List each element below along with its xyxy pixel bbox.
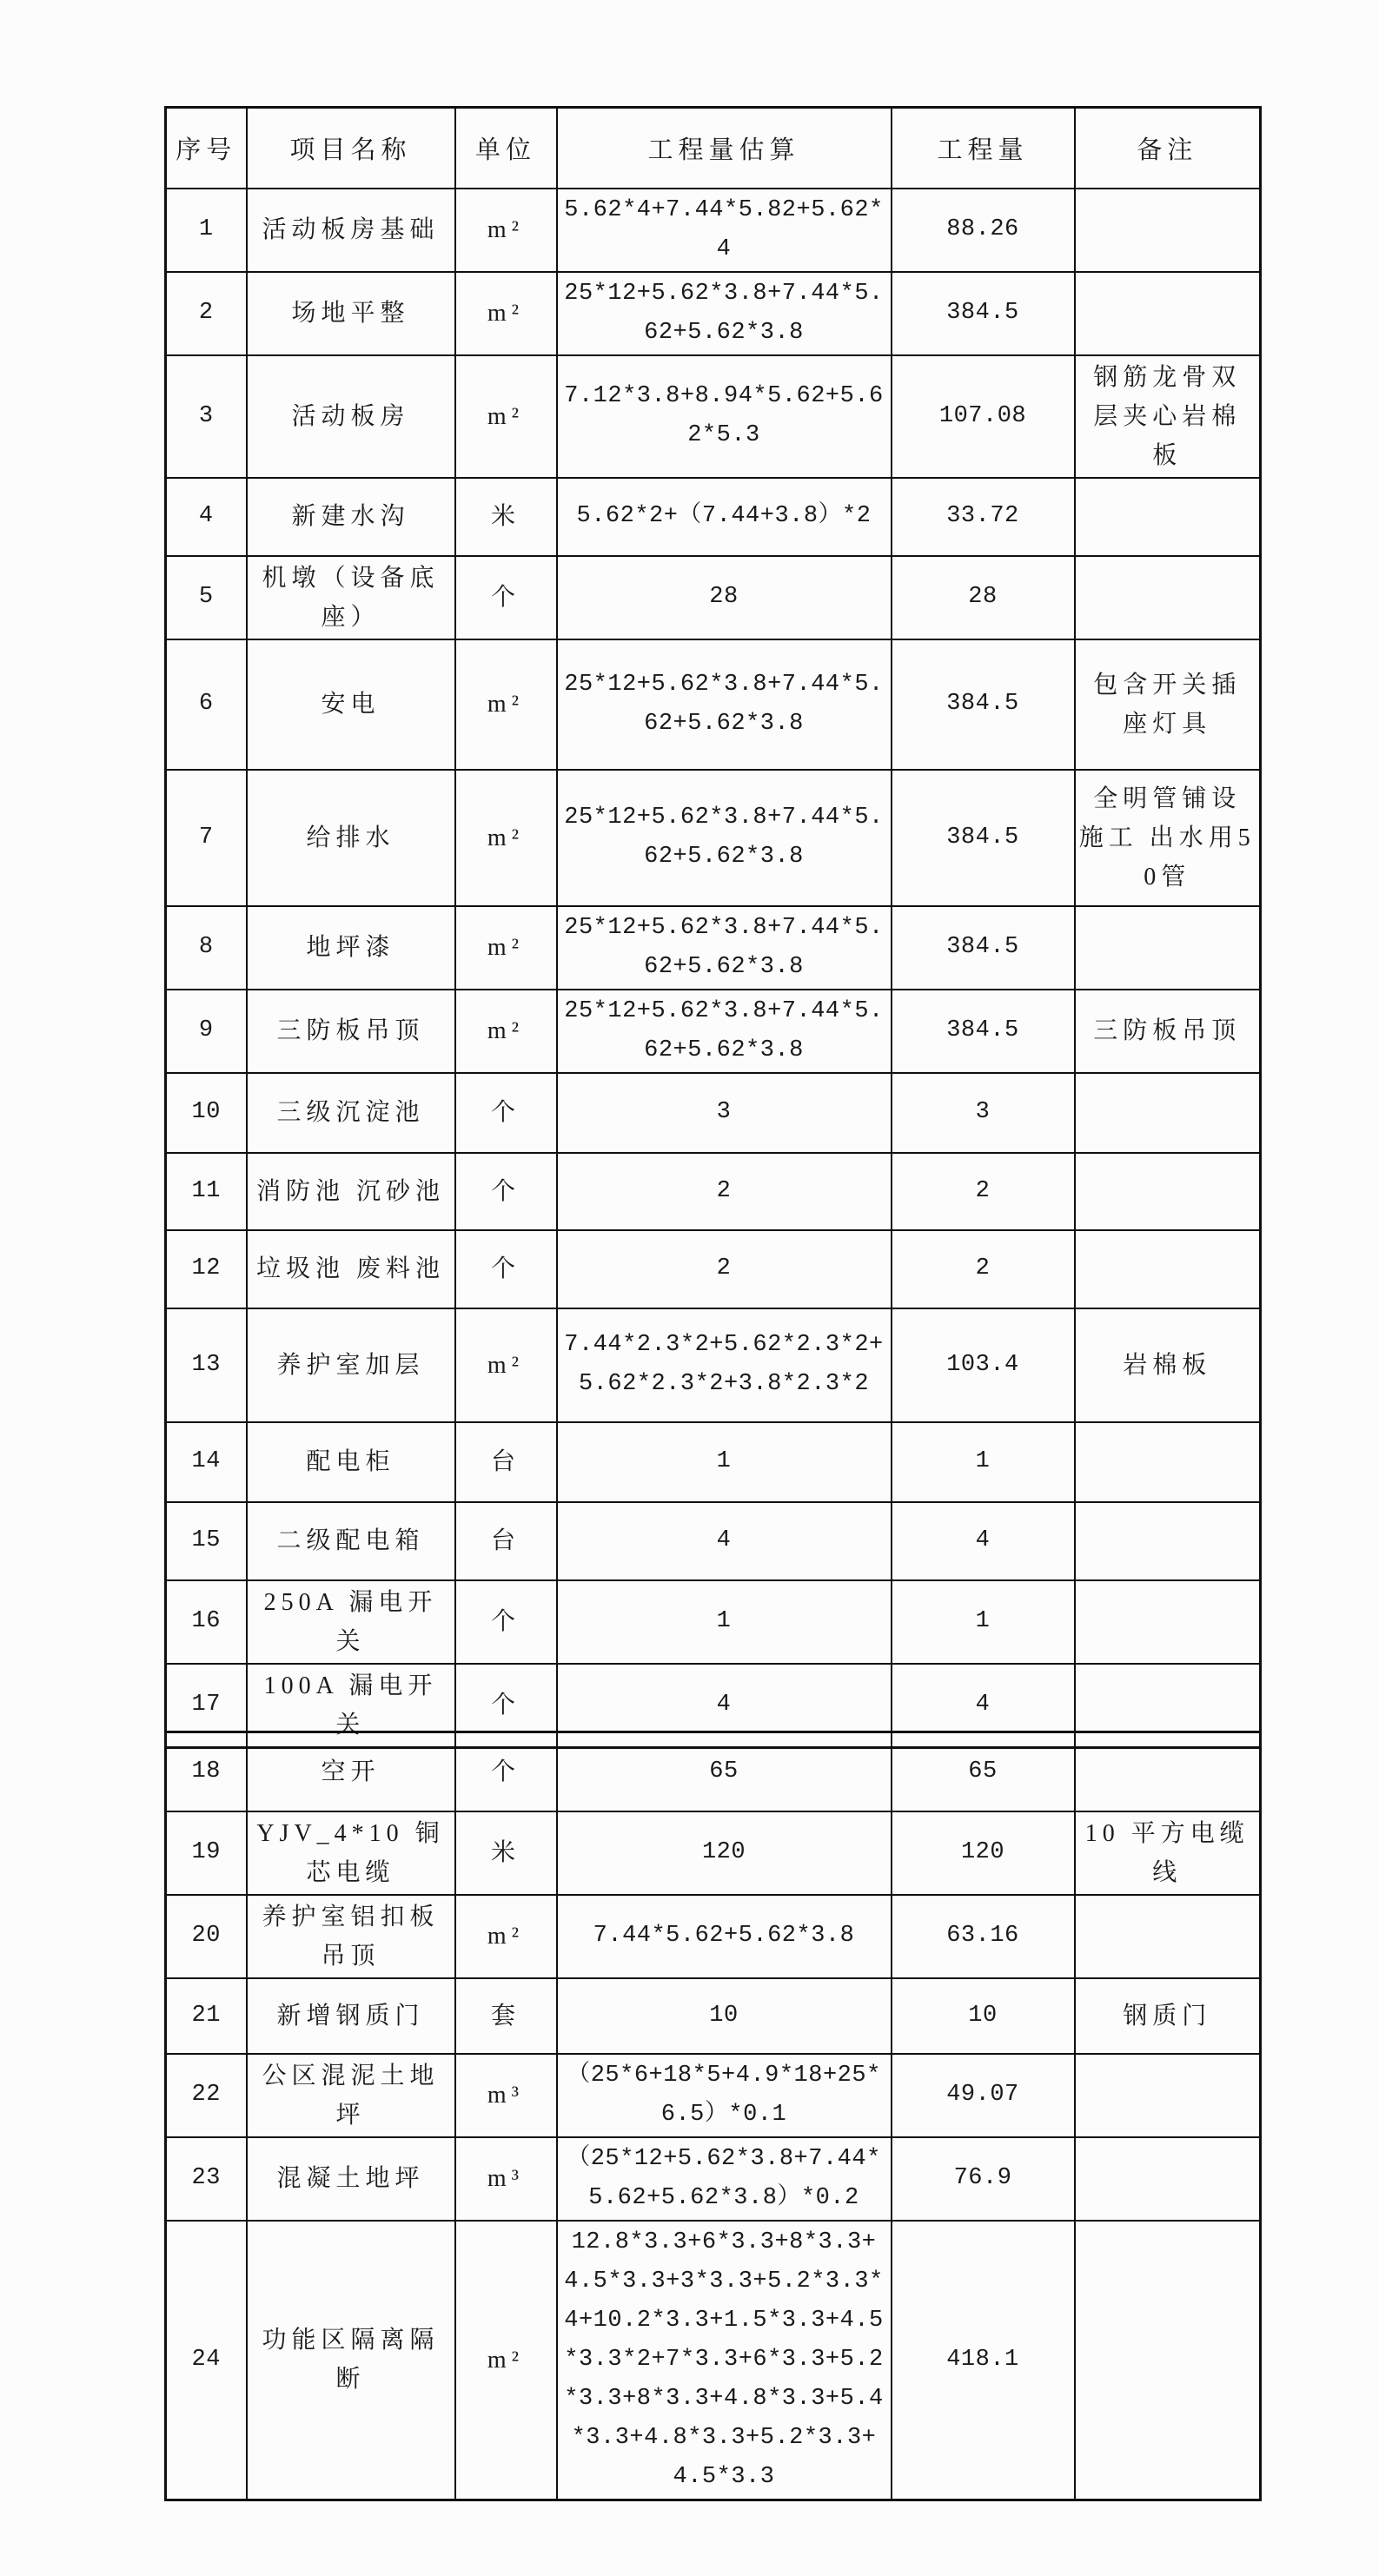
cell-note	[1075, 1895, 1261, 1978]
table-row	[166, 1502, 1261, 1580]
cell-estimate: 120	[557, 1811, 892, 1895]
cell-name: 公区混泥土地坪	[247, 2054, 455, 2137]
header-cell-estimate: 工程量估算	[557, 108, 892, 189]
cell-unit: m²	[455, 2221, 557, 2500]
cell-quantity: 1	[892, 1580, 1075, 1664]
cell-note	[1075, 272, 1261, 355]
cell-estimate: 25*12+5.62*3.8+7.44*5.62+5.62*3.8	[557, 639, 892, 770]
cell-no: 1	[166, 189, 247, 272]
cell-note	[1075, 1422, 1261, 1502]
table-row	[166, 1230, 1261, 1308]
cell-quantity: 120	[892, 1811, 1075, 1895]
cell-estimate: （25*6+18*5+4.9*18+25*6.5）*0.1	[557, 2054, 892, 2137]
cell-quantity: 28	[892, 556, 1075, 639]
cell-estimate: 4	[557, 1502, 892, 1580]
cell-note	[1075, 1502, 1261, 1580]
cell-quantity: 65	[892, 1732, 1075, 1811]
table-row	[166, 990, 1261, 1073]
cell-no: 3	[166, 355, 247, 478]
cell-name: 三防板吊顶	[247, 990, 455, 1073]
cell-unit: 个	[455, 1153, 557, 1230]
cell-quantity: 384.5	[892, 906, 1075, 990]
cell-name: 100A 漏电开关	[247, 1664, 455, 1748]
cell-unit: m²	[455, 1308, 557, 1422]
cell-name: 活动板房	[247, 355, 455, 478]
cell-quantity: 3	[892, 1073, 1075, 1153]
table-row	[166, 1811, 1261, 1895]
cell-estimate: 10	[557, 1978, 892, 2054]
cell-quantity: 384.5	[892, 272, 1075, 355]
cell-unit: m²	[455, 189, 557, 272]
cell-note	[1075, 2054, 1261, 2137]
cell-name: 机墩（设备底座）	[247, 556, 455, 639]
cell-unit: m²	[455, 906, 557, 990]
cell-note	[1075, 906, 1261, 990]
table-row	[166, 355, 1261, 478]
cell-no: 13	[166, 1308, 247, 1422]
cell-name: 养护室铝扣板吊顶	[247, 1895, 455, 1978]
cell-unit: 个	[455, 556, 557, 639]
cell-no: 9	[166, 990, 247, 1073]
cell-no: 2	[166, 272, 247, 355]
cell-name: 垃圾池 废料池	[247, 1230, 455, 1308]
table-row	[166, 1422, 1261, 1502]
table-row	[166, 639, 1261, 770]
table-row	[166, 2137, 1261, 2221]
cell-note: 三防板吊顶	[1075, 990, 1261, 1073]
table-row	[166, 189, 1261, 272]
cell-no: 5	[166, 556, 247, 639]
cell-no: 17	[166, 1664, 247, 1748]
header-cell-name: 项目名称	[247, 108, 455, 189]
cell-name: 地坪漆	[247, 906, 455, 990]
cell-estimate: 1	[557, 1580, 892, 1664]
cell-note	[1075, 1153, 1261, 1230]
header-row	[166, 108, 1261, 189]
cell-name: 新增钢质门	[247, 1978, 455, 2054]
table-row	[166, 478, 1261, 556]
cell-note	[1075, 1580, 1261, 1664]
cell-name: 养护室加层	[247, 1308, 455, 1422]
cell-estimate: 25*12+5.62*3.8+7.44*5.62+5.62*3.8	[557, 906, 892, 990]
cell-name: 场地平整	[247, 272, 455, 355]
cell-no: 21	[166, 1978, 247, 2054]
cell-no: 15	[166, 1502, 247, 1580]
cell-unit: m²	[455, 1895, 557, 1978]
cell-name: 250A 漏电开关	[247, 1580, 455, 1664]
table-row	[166, 770, 1261, 906]
cell-note	[1075, 1073, 1261, 1153]
table-row	[166, 1073, 1261, 1153]
cell-unit: 台	[455, 1502, 557, 1580]
cell-note	[1075, 2221, 1261, 2500]
table-row	[166, 2054, 1261, 2137]
cell-quantity: 76.9	[892, 2137, 1075, 2221]
cell-note	[1075, 556, 1261, 639]
cell-no: 11	[166, 1153, 247, 1230]
cell-name: 功能区隔离隔断	[247, 2221, 455, 2500]
cell-no: 16	[166, 1580, 247, 1664]
cell-unit: 个	[455, 1664, 557, 1748]
cell-note	[1075, 189, 1261, 272]
cell-name: 配电柜	[247, 1422, 455, 1502]
cell-unit: 个	[455, 1230, 557, 1308]
cell-note	[1075, 1732, 1261, 1811]
cell-unit: m²	[455, 272, 557, 355]
cell-note	[1075, 478, 1261, 556]
cell-no: 23	[166, 2137, 247, 2221]
header-cell-note: 备注	[1075, 108, 1261, 189]
quantity-table-part2	[164, 1731, 1262, 2501]
cell-quantity: 63.16	[892, 1895, 1075, 1978]
cell-no: 20	[166, 1895, 247, 1978]
cell-no: 4	[166, 478, 247, 556]
cell-name: 安电	[247, 639, 455, 770]
cell-no: 22	[166, 2054, 247, 2137]
cell-note: 钢质门	[1075, 1978, 1261, 2054]
cell-estimate: 25*12+5.62*3.8+7.44*5.62+5.62*3.8	[557, 770, 892, 906]
cell-estimate: 3	[557, 1073, 892, 1153]
cell-no: 12	[166, 1230, 247, 1308]
cell-estimate: 5.62*2+（7.44+3.8）*2	[557, 478, 892, 556]
cell-unit: m²	[455, 639, 557, 770]
cell-no: 14	[166, 1422, 247, 1502]
cell-unit: m²	[455, 355, 557, 478]
cell-name: 二级配电箱	[247, 1502, 455, 1580]
cell-estimate: 5.62*4+7.44*5.82+5.62*4	[557, 189, 892, 272]
table-row	[166, 272, 1261, 355]
table-row	[166, 906, 1261, 990]
header-cell-no: 序号	[166, 108, 247, 189]
cell-estimate: 25*12+5.62*3.8+7.44*5.62+5.62*3.8	[557, 990, 892, 1073]
cell-unit: 个	[455, 1073, 557, 1153]
quantity-table-part1	[164, 106, 1262, 1749]
cell-name: 活动板房基础	[247, 189, 455, 272]
header-cell-unit: 单位	[455, 108, 557, 189]
cell-quantity: 2	[892, 1230, 1075, 1308]
cell-unit: 台	[455, 1422, 557, 1502]
cell-no: 19	[166, 1811, 247, 1895]
cell-no: 7	[166, 770, 247, 906]
cell-name: 新建水沟	[247, 478, 455, 556]
table-row	[166, 1580, 1261, 1664]
cell-no: 6	[166, 639, 247, 770]
cell-quantity: 4	[892, 1664, 1075, 1748]
cell-estimate: 7.44*5.62+5.62*3.8	[557, 1895, 892, 1978]
cell-estimate: （25*12+5.62*3.8+7.44*5.62+5.62*3.8）*0.2	[557, 2137, 892, 2221]
cell-no: 8	[166, 906, 247, 990]
table-row	[166, 1895, 1261, 1978]
cell-estimate: 7.44*2.3*2+5.62*2.3*2+5.62*2.3*2+3.8*2.3*2	[557, 1308, 892, 1422]
cell-quantity: 49.07	[892, 2054, 1075, 2137]
table-row	[166, 2221, 1261, 2500]
cell-estimate: 1	[557, 1422, 892, 1502]
cell-name: 空开	[247, 1732, 455, 1811]
cell-unit: m²	[455, 770, 557, 906]
cell-no: 18	[166, 1732, 247, 1811]
cell-quantity: 418.1	[892, 2221, 1075, 2500]
table-row	[166, 1978, 1261, 2054]
cell-unit: m²	[455, 990, 557, 1073]
cell-quantity: 88.26	[892, 189, 1075, 272]
table-row	[166, 556, 1261, 639]
cell-quantity: 107.08	[892, 355, 1075, 478]
cell-quantity: 384.5	[892, 990, 1075, 1073]
cell-quantity: 384.5	[892, 639, 1075, 770]
cell-unit: 个	[455, 1580, 557, 1664]
cell-estimate: 7.12*3.8+8.94*5.62+5.62*5.3	[557, 355, 892, 478]
cell-estimate: 2	[557, 1153, 892, 1230]
cell-quantity: 103.4	[892, 1308, 1075, 1422]
cell-estimate: 25*12+5.62*3.8+7.44*5.62+5.62*3.8	[557, 272, 892, 355]
cell-quantity: 384.5	[892, 770, 1075, 906]
cell-no: 10	[166, 1073, 247, 1153]
cell-quantity: 33.72	[892, 478, 1075, 556]
cell-name: 混凝土地坪	[247, 2137, 455, 2221]
cell-quantity: 4	[892, 1502, 1075, 1580]
cell-estimate: 65	[557, 1732, 892, 1811]
cell-note: 包含开关插座灯具	[1075, 639, 1261, 770]
cell-no: 24	[166, 2221, 247, 2500]
cell-note: 钢筋龙骨双层夹心岩棉板	[1075, 355, 1261, 478]
cell-estimate: 12.8*3.3+6*3.3+8*3.3+4.5*3.3+3*3.3+5.2*3.3*4+10.2*3.3+1.5*3.3+4.5*3.3*2+7*3.3+6*3.3+5.2*3.3+8*3.3+4.8*3.3+5.4*3.3+4.8*3.3+5.2*3.3+4.5*3.3	[557, 2221, 892, 2500]
cell-unit: m³	[455, 2054, 557, 2137]
cell-name: 消防池 沉砂池	[247, 1153, 455, 1230]
cell-note	[1075, 1230, 1261, 1308]
cell-estimate: 4	[557, 1664, 892, 1748]
cell-unit: 米	[455, 478, 557, 556]
header-cell-quantity: 工程量	[892, 108, 1075, 189]
cell-quantity: 1	[892, 1422, 1075, 1502]
cell-unit: 米	[455, 1811, 557, 1895]
cell-name: 给排水	[247, 770, 455, 906]
cell-name: 三级沉淀池	[247, 1073, 455, 1153]
cell-note: 10 平方电缆线	[1075, 1811, 1261, 1895]
table-row	[166, 1153, 1261, 1230]
cell-unit: 个	[455, 1732, 557, 1811]
cell-estimate: 2	[557, 1230, 892, 1308]
table-row	[166, 1732, 1261, 1811]
cell-unit: 套	[455, 1978, 557, 2054]
cell-name: YJV_4*10 铜芯电缆	[247, 1811, 455, 1895]
cell-note	[1075, 2137, 1261, 2221]
cell-quantity: 2	[892, 1153, 1075, 1230]
table-row	[166, 1308, 1261, 1422]
cell-unit: m³	[455, 2137, 557, 2221]
cell-quantity: 10	[892, 1978, 1075, 2054]
cell-estimate: 28	[557, 556, 892, 639]
cell-note: 岩棉板	[1075, 1308, 1261, 1422]
cell-note: 全明管铺设施工 出水用50管	[1075, 770, 1261, 906]
